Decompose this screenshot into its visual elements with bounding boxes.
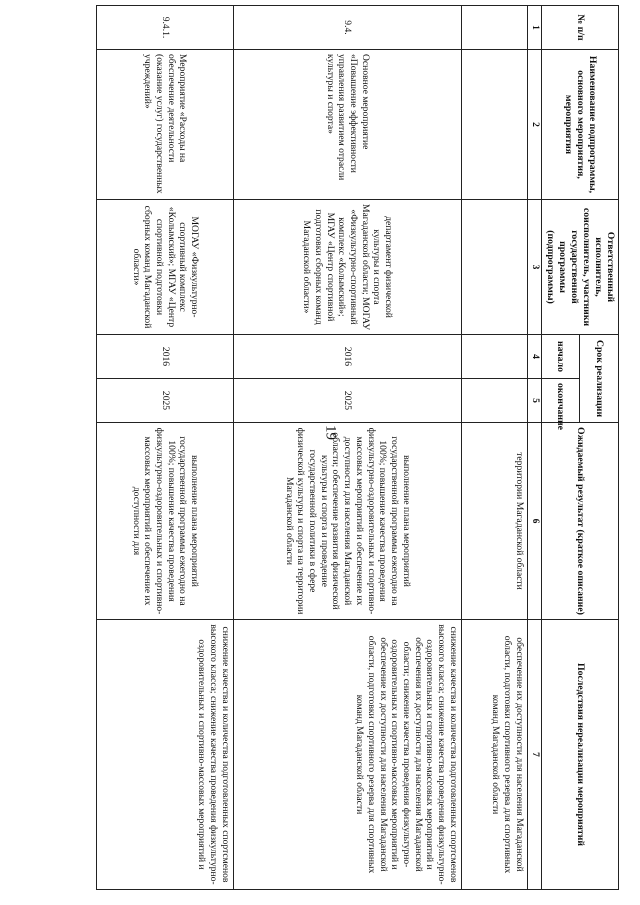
header-consequences: Последствия нереализации мероприятий	[542, 620, 619, 890]
row-number: 9.4.1.	[97, 6, 233, 50]
column-number: 2	[527, 50, 542, 200]
column-number: 5	[527, 379, 542, 423]
row-name: Основное мероприятие «Повышение эффективности управления развитием отрасли культуры и спорта»	[233, 50, 461, 200]
header-term: Срок реализации	[579, 335, 618, 423]
row-name	[461, 50, 527, 200]
header-executor: Ответственный исполнитель, соисполнитель, участники государственной программы (подпрограммы)	[542, 200, 619, 335]
row-start-year: 2016	[97, 335, 233, 379]
column-number: 6	[527, 423, 542, 620]
rotated-page	[64, 0, 621, 905]
row-consequences: обеспечение их доступности для населения Магаданской области, подготовки спортивного резерва для спортивных команд Магаданской области	[461, 620, 527, 890]
table-row	[461, 6, 527, 890]
row-result: территории Магаданской области	[461, 423, 527, 620]
row-end-year: 2025	[233, 379, 461, 423]
row-result: выполнение плана мероприятий государственной программы ежегодно на 100%; повышение качества проведения физкультурно-оздоровительных и спортивно-массовых мероприятий и обеспечение их доступности для	[97, 423, 233, 620]
row-executor: департамент физической культуры и спорта Магаданской области; МОГАУ «Физкультурно-спортивный комплекс «Колымский»; МГАУ «Центр спортивной подготовки сборных команд Магаданской области»	[233, 200, 461, 335]
header-name: Наименование подпрограммы, основного мероприятия, мероприятия	[542, 50, 619, 200]
row-start-year	[461, 335, 527, 379]
row-number	[461, 6, 527, 50]
header-result: Ожидаемый результат (краткое описание)	[542, 423, 619, 620]
row-name: Мероприятие «Расходы на обеспечение деятельности (оказание услуг) государственных учреждений»	[97, 50, 233, 200]
row-executor: МОГАУ «Физкультурно-спортивный комплекс «Колымский»; МГАУ «Центр спортивной подготовки сборных команд Магаданской области»	[97, 200, 233, 335]
row-start-year: 2016	[233, 335, 461, 379]
row-number: 9.4.	[233, 6, 461, 50]
table-row	[97, 6, 233, 890]
header-end: окончание	[542, 379, 579, 423]
page-number: 19	[322, 425, 339, 440]
header-row-1	[579, 6, 618, 890]
column-number: 4	[527, 335, 542, 379]
column-numbers-row	[527, 6, 542, 890]
column-number: 1	[527, 6, 542, 50]
row-consequences: снижение качества и количества подготовленных спортсменов высокого класса; снижение качества проведения физкультурно-оздоровительных и спортивно-массовых мероприятий и обеспечения их доступности для населения Магаданской области; снижение качества проведения физкультурно-оздоровительных и спортивно-массовых мероприятий и обеспечение их доступности для населения Магаданской области, подготовки спортивного резерва для спортивных команд Магаданской области	[233, 620, 461, 890]
header-num: № п/п	[542, 6, 619, 50]
program-activities-table	[96, 5, 619, 890]
row-executor	[461, 200, 527, 335]
row-end-year	[461, 379, 527, 423]
row-end-year: 2025	[97, 379, 233, 423]
column-number: 3	[527, 200, 542, 335]
column-number: 7	[527, 620, 542, 890]
header-start: начало	[542, 335, 579, 379]
row-consequences: снижение качества и количества подготовленных спортсменов высокого класса; снижение качества проведения физкультурно-оздоровительных и спортивно-массовых мероприятий и	[97, 620, 233, 890]
table-row	[233, 6, 461, 890]
row-result: выполнение плана мероприятий государственной программы ежегодно на 100%; повышение качества проведения физкультурно-оздоровительных и спортивно-массовых мероприятий и обеспечение их доступности для населения Магаданской области; обеспечение развития физической культуры и спорта и проведение государственной политики в сфере физической культуры и спорта на территории Магаданской области	[233, 423, 461, 620]
